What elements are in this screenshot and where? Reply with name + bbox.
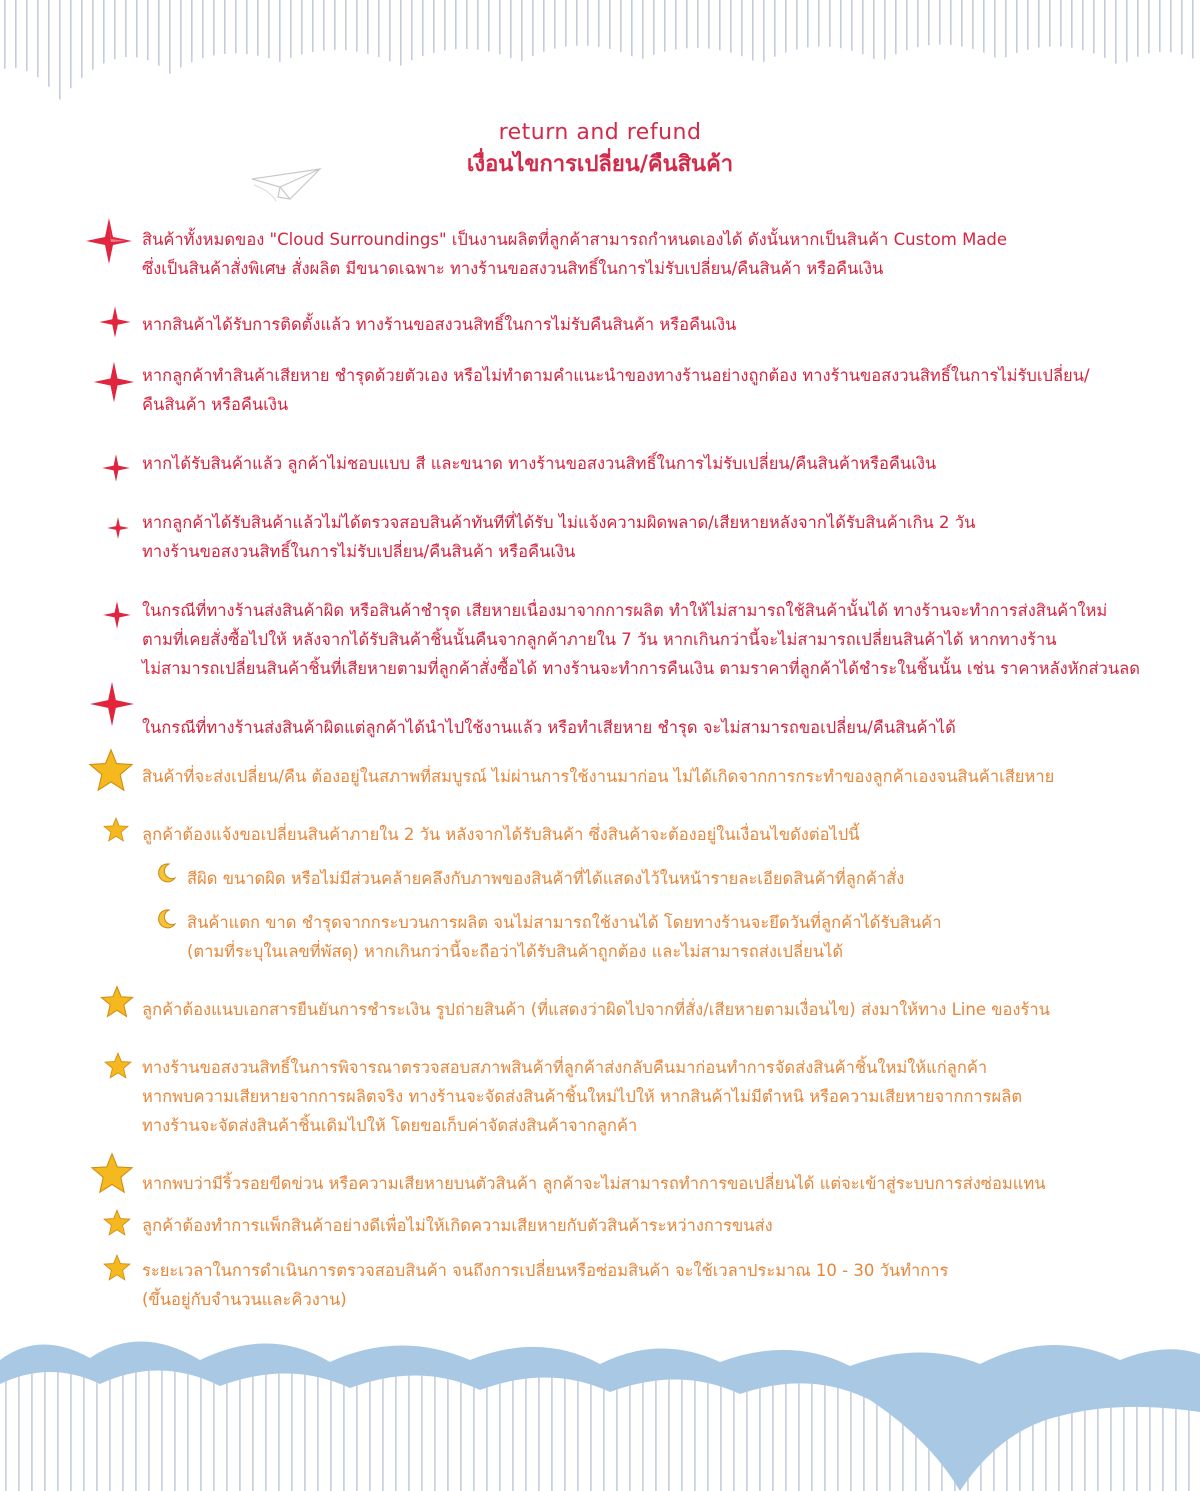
list-item: ระยะเวลาในการดำเนินการตรวจสอบสินค้า จนถึงการเปลี่ยนหรือซ่อมสินค้า จะใช้เวลาประมาณ 10 - 30 วันทำการ (ขึ้นอยู่กับจำนวนและคิวงาน) [142,1261,949,1309]
page-title-th: เงื่อนไขการเปลี่ยน/คืนสินค้า [466,152,734,177]
title-block [0,118,1200,182]
yellow-star-icon [103,1209,131,1236]
list-item: หากพบว่ามีริ้วรอยขีดข่วน หรือความเสียหายบนตัวสินค้า ลูกค้าจะไม่สามารถทำการขอเปลี่ยนได้ แต่จะเข้าสู่ระบบการส่งซ่อมแทน [142,1174,1046,1193]
yellow-star-icon [100,985,134,1018]
yellow-star-icon [104,1052,132,1079]
list-item: ลูกค้าต้องแนบเอกสารยืนยันการชำระเงิน รูปถ่ายสินค้า (ที่แสดงว่าผิดไปจากที่สั่ง/เสียหายตามเงื่อนไข) ส่งมาให้ทาง Line ของร้าน [142,1000,1050,1019]
red-star-icon [98,305,132,339]
red-star-icon [101,453,131,483]
list-item: สินค้าที่จะส่งเปลี่ยน/คืน ต้องอยู่ในสภาพที่สมบูรณ์ ไม่ผ่านการใช้งานมาก่อน ไม่ได้เกิดจากการกระทำของลูกค้าเองจนสินค้าเสียหาย [142,767,1055,786]
red-star-icon [102,600,132,630]
paper-plane-icon [250,165,322,205]
list-item: ในกรณีที่ทางร้านส่งสินค้าผิดแต่ลูกค้าได้นำไปใช้งานแล้ว หรือทำเสียหาย ชำรุด จะไม่สามารถขอเปลี่ยน/คืนสินค้าได้ [142,718,956,737]
red-star-icon [88,680,136,728]
red-star-icon [84,216,134,266]
list-item: ลูกค้าต้องทำการแพ็กสินค้าอย่างดีเพื่อไม่ให้เกิดความเสียหายกับตัวสินค้าระหว่างการขนส่ง [142,1216,773,1235]
red-star-icon [106,516,130,540]
list-item: หากลูกค้าทำสินค้าเสียหาย ชำรุดด้วยตัวเอง หรือไม่ทำตามคำแนะนำของทางร้านอย่างถูกต้อง ทางร้านขอสงวนสิทธิ์ในการไม่รับเปลี่ยน/ คืนสินค้า หรือคืนเงิน [142,366,1090,414]
bottom-cloud-decoration [0,1320,1200,1491]
list-item: ลูกค้าต้องแจ้งขอเปลี่ยนสินค้าภายใน 2 วัน หลังจากได้รับสินค้า ซึ่งสินค้าจะต้องอยู่ในเงื่อนไขดังต่อไปนี้ [142,825,860,844]
list-item: หากสินค้าได้รับการติดตั้งแล้ว ทางร้านขอสงวนสิทธิ์ในการไม่รับคืนสินค้า หรือคืนเงิน [142,315,737,334]
red-star-icon [92,360,136,404]
yellow-star-icon [90,1152,134,1194]
list-item: สินค้าทั้งหมดของ "Cloud Surroundings" เป็นงานผลิตที่ลูกค้าสามารถกำหนดเองได้ ดังนั้นหากเป็นสินค้า Custom Made ซึ่งเป็นสินค้าสั่งพิเศษ สั่งผลิต มีขนาดเฉพาะ ทางร้านขอสงวนสิทธิ์ในการไม่รับเปลี่ยน/คืนสินค้า หรือคืนเงิน [142,230,1008,278]
crescent-moon-icon [155,862,177,884]
page-title-en: return and refund [498,120,702,145]
yellow-star-icon [103,1254,131,1281]
list-item: หากได้รับสินค้าแล้ว ลูกค้าไม่ชอบแบบ สี และขนาด ทางร้านขอสงวนสิทธิ์ในการไม่รับเปลี่ยน/คืนสินค้าหรือคืนเงิน [142,454,937,473]
sub-list-item: สีผิด ขนาดผิด หรือไม่มีส่วนคล้ายคลึงกับภาพของสินค้าที่ได้แสดงไว้ในหน้ารายละเอียดสินค้าที่ลูกค้าสั่ง [187,869,905,888]
list-item: ทางร้านขอสงวนสิทธิ์ในการพิจารณาตรวจสอบสภาพสินค้าที่ลูกค้าส่งกลับคืนมาก่อนทำการจัดส่งสินค้าชิ้นใหม่ให้แก่ลูกค้า หากพบความเสียหายจากการผลิตจริง ทางร้านจะจัดส่งสินค้าชิ้นใหม่ไปให้ หากสินค้าไม่มีตำหนิ หรือความเสียหายจากการผลิต ทางร้านจะจัดส่งสินค้าชิ้นเดิมไปให้ โดยขอเก็บค่าจัดส่งสินค้าจากลูกค้า [142,1058,1023,1135]
sub-list-item: สินค้าแตก ขาด ชำรุดจากกระบวนการผลิต จนไม่สามารถใช้งานได้ โดยทางร้านจะยึดวันที่ลูกค้าได้รับสินค้า (ตามที่ระบุในเลขที่พัสดุ) หากเกินกว่านี้จะถือว่าได้รับสินค้าถูกต้อง และไม่สามารถส่งเปลี่ยนได้ [187,913,942,961]
yellow-star-icon [88,748,134,792]
list-item: ในกรณีที่ทางร้านส่งสินค้าผิด หรือสินค้าชำรุด เสียหายเนื่องมาจากการผลิต ทำให้ไม่สามารถใช้สินค้านั้นได้ ทางร้านจะทำการส่งสินค้าใหม่ ตามที่เคยสั่งซื้อไปให้ หลังจากได้รับสินค้าชิ้นนั้นคืนจากลูกค้าภายใน 7 วัน หากเกินกว่านี้จะไม่สามารถเปลี่ยนสินค้าได้ หากทางร้าน ไม่สามารถเปลี่ยนสินค้าชิ้นที่เสียหายตามที่ลูกค้าสั่งซื้อได้ ทางร้านจะทำการคืนเงิน ตามราคาที่ลูกค้าได้ชำระในชิ้นนั้น เช่น ราคาหลังหักส่วนลด [142,601,1140,678]
crescent-moon-icon [155,908,177,930]
yellow-star-icon [103,817,129,842]
list-item: หากลูกค้าได้รับสินค้าแล้วไม่ได้ตรวจสอบสินค้าทันทีที่ได้รับ ไม่แจ้งความผิดพลาด/เสียหายหลังจากได้รับสินค้าเกิน 2 วัน ทางร้านขอสงวนสิทธิ์ในการไม่รับเปลี่ยน/คืนสินค้า หรือคืนเงิน [142,513,976,561]
